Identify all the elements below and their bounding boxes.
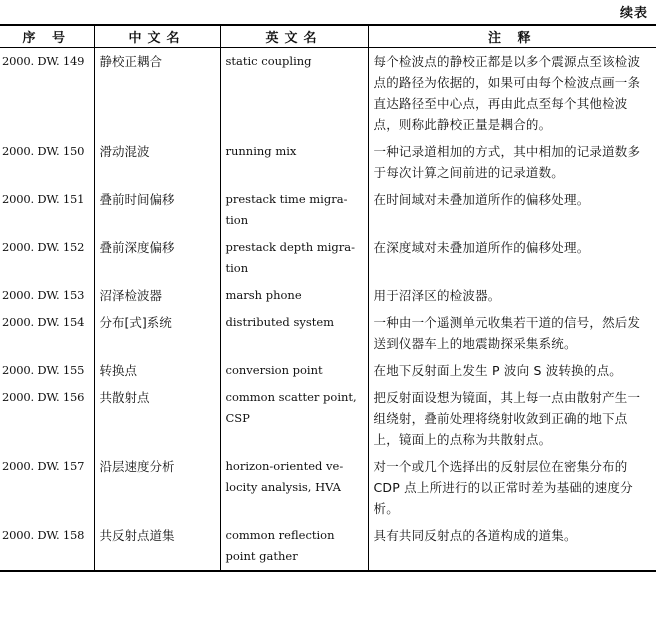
term-number: 2000. DW. 153 — [2, 288, 85, 302]
term-english: conversion point — [220, 357, 368, 384]
term-note: 在时间域对未叠加道所作的偏移处理。 — [368, 186, 656, 234]
term-chinese: 静校正耦合 — [94, 48, 220, 139]
term-number: 2000. DW. 156 — [2, 390, 85, 404]
term-note: 具有共同反射点的各道构成的道集。 — [368, 522, 656, 571]
term-number: 2000. DW. 152 — [2, 240, 85, 254]
table-row — [0, 357, 656, 384]
term-note: 一种记录道相加的方式，其中相加的记录道数多于每次计算之间前进的记录道数。 — [368, 138, 656, 186]
glossary-table — [0, 24, 656, 572]
term-number: 2000. DW. 158 — [0, 522, 94, 571]
header-note: 注 释 — [368, 25, 656, 48]
table-row — [0, 522, 656, 571]
term-note: 每个检波点的静校正都是以多个震源点至该检波点的路径为依据的，如果可由每个检波点画一条直达路径至中心点，再由此点至每个其他检波点，则称此静校正量是耦合的。 — [368, 48, 656, 139]
table-row — [0, 453, 656, 522]
term-english: common reflection point gather — [220, 522, 368, 571]
term-note: 一种由一个遥测单元收集若干道的信号，然后发送到仪器车上的地震勘探采集系统。 — [368, 309, 656, 357]
term-chinese: 共反射点道集 — [94, 522, 220, 571]
term-chinese: 转换点 — [94, 357, 220, 384]
term-note: 把反射面设想为镜面，其上每一点由散射产生一组绕射，叠前处理将绕射收敛到正确的地下点上，镜面上的点称为共散射点。 — [368, 384, 656, 453]
table-row — [0, 234, 656, 282]
term-chinese: 叠前深度偏移 — [94, 234, 220, 282]
term-english: prestack time migra-tion — [220, 186, 368, 234]
term-chinese: 分布[式]系统 — [94, 309, 220, 357]
term-english: common scatter point, CSP — [220, 384, 368, 453]
table-header-row — [0, 25, 656, 48]
term-number: 2000. DW. 150 — [2, 144, 85, 158]
term-number: 2000. DW. 154 — [2, 315, 85, 329]
header-english-name: 英文名 — [220, 25, 368, 48]
table-row — [0, 138, 656, 186]
term-chinese: 共散射点 — [94, 384, 220, 453]
term-english: distributed system — [220, 309, 368, 357]
header-number: 序 号 — [0, 25, 94, 48]
term-note: 用于沼泽区的检波器。 — [368, 282, 656, 309]
term-english: marsh phone — [220, 282, 368, 309]
term-note: 在深度域对未叠加道所作的偏移处理。 — [368, 234, 656, 282]
term-english: horizon-oriented ve-locity analysis, HVA — [220, 453, 368, 522]
term-chinese: 沿层速度分析 — [94, 453, 220, 522]
term-number: 2000. DW. 149 — [2, 54, 85, 68]
table-row — [0, 48, 656, 139]
term-chinese: 滑动混波 — [94, 138, 220, 186]
table-row — [0, 186, 656, 234]
continued-label: 续表 — [619, 6, 648, 21]
term-note: 对一个或几个选择出的反射层位在密集分布的 CDP 点上所进行的以正常时差为基础的速度分析。 — [368, 453, 656, 522]
table-row — [0, 282, 656, 309]
term-chinese: 沼泽检波器 — [94, 282, 220, 309]
term-note: 在地下反射面上发生 P 波向 S 波转换的点。 — [368, 357, 656, 384]
term-english: running mix — [220, 138, 368, 186]
header-chinese-name: 中文名 — [94, 25, 220, 48]
term-number: 2000. DW. 155 — [2, 363, 85, 377]
term-number: 2000. DW. 151 — [2, 192, 85, 206]
term-english: static coupling — [220, 48, 368, 139]
term-chinese: 叠前时间偏移 — [94, 186, 220, 234]
term-english: prestack depth migra-tion — [220, 234, 368, 282]
table-row — [0, 384, 656, 453]
table-row — [0, 309, 656, 357]
term-number: 2000. DW. 157 — [2, 459, 85, 473]
